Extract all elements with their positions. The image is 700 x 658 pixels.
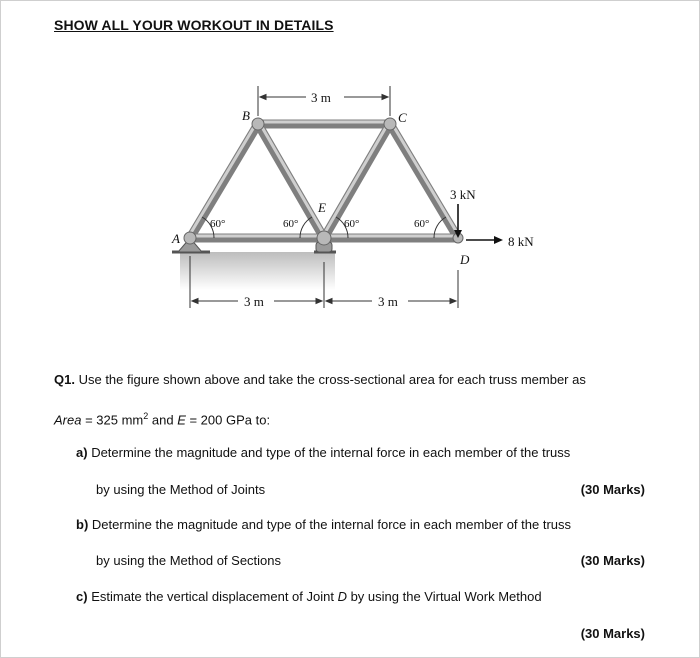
part-c-text-before: Estimate the vertical displacement of Joint	[91, 589, 338, 604]
page-title: SHOW ALL YOUR WORKOUT IN DETAILS	[54, 17, 334, 33]
joint-e	[317, 231, 331, 245]
label-c: C	[398, 110, 407, 125]
part-a-letter: a)	[76, 445, 88, 460]
area-value: = 325 mm	[81, 412, 144, 428]
area-label: Area	[54, 412, 82, 428]
part-c-text-after: by using the Virtual Work Method	[346, 589, 542, 604]
part-c-letter: c)	[76, 589, 88, 604]
joint-c	[384, 118, 396, 130]
question-number: Q1.	[54, 372, 75, 387]
modulus-value: = 200 GPa to:	[185, 412, 271, 428]
dim-bottom-left-label: 3 m	[244, 294, 264, 309]
part-a-marks: (30 Marks)	[580, 482, 645, 497]
part-b-text: Determine the magnitude and type of the internal force in each member of the truss	[91, 517, 572, 532]
dim-top-label: 3 m	[311, 90, 331, 105]
part-a-text: Determine the magnitude and type of the internal force in each member of the truss	[91, 445, 571, 460]
part-a-line2: by using the Method of Joints	[96, 482, 266, 497]
angle-label-a: 60°	[210, 218, 226, 230]
area-unit-superscript: 2	[143, 411, 149, 421]
question-intro-line	[54, 372, 586, 388]
label-a: A	[172, 231, 180, 246]
joint-b	[252, 118, 264, 130]
part-c-joint: D	[337, 589, 347, 604]
part-b-letter: b)	[76, 517, 89, 532]
part-a-line1	[76, 445, 570, 461]
part-b-marks: (30 Marks)	[580, 553, 645, 568]
angle-label-d: 60°	[414, 218, 430, 230]
modulus-label: E	[177, 412, 186, 428]
part-b-line1	[76, 517, 571, 533]
question-given-line	[54, 408, 270, 428]
label-e: E	[318, 200, 326, 215]
label-d: D	[460, 252, 470, 267]
ground-hatch	[180, 252, 335, 290]
joint-a	[184, 232, 196, 244]
angle-label-e-right: 60°	[344, 218, 360, 230]
label-b: B	[242, 108, 250, 123]
dim-bottom-right-label: 3 m	[378, 294, 398, 309]
load-horizontal-label: 8 kN	[508, 234, 534, 249]
part-c-line	[76, 589, 542, 605]
angle-label-e-left: 60°	[283, 218, 299, 230]
part-b-line2: by using the Method of Sections	[96, 553, 282, 568]
load-vertical-label: 3 kN	[450, 187, 476, 202]
part-c-marks: (30 Marks)	[580, 626, 645, 641]
question-intro: Use the figure shown above and take the cross-sectional area for each truss member as	[78, 372, 586, 387]
load-horizontal-arrowhead	[494, 236, 503, 244]
and-text: and	[148, 412, 178, 428]
